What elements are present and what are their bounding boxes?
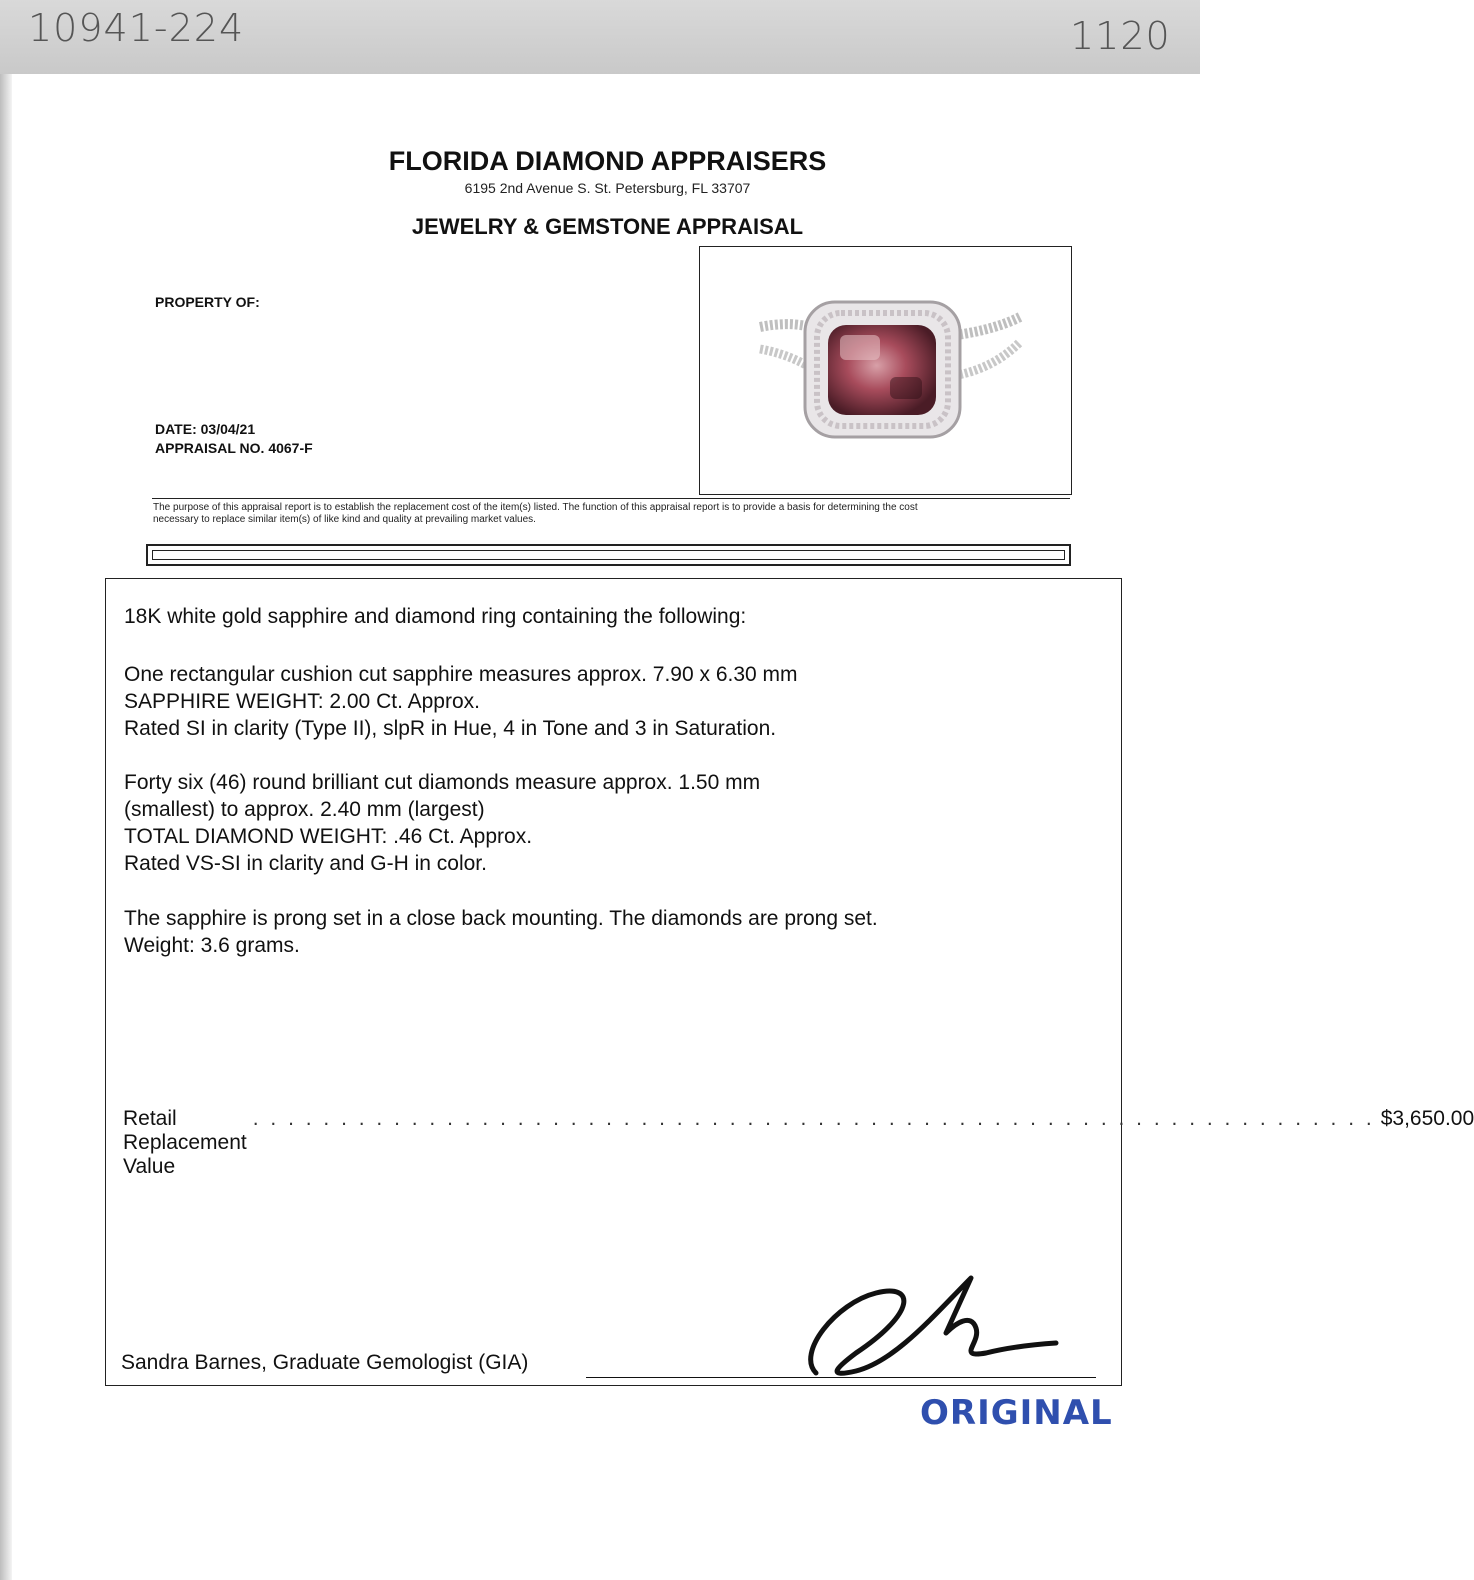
handwritten-note-right: 1120	[1070, 14, 1171, 58]
purpose-line-1: The purpose of this appraisal report is to establish the replacement cost of the item(s) listed. The function of this appraisal report is to provide a basis for determining the cost	[153, 502, 918, 513]
signature-line	[586, 1377, 1096, 1378]
ring-photo-frame	[699, 246, 1072, 495]
description-box	[105, 578, 1474, 1386]
purpose-line-2: necessary to replace similar item(s) of like kind and quality at prevailing market values.	[153, 514, 536, 525]
company-address: 6195 2nd Avenue S. St. Petersburg, FL 33707	[464, 180, 751, 196]
sapphire-line: SAPPHIRE WEIGHT: 2.00 Ct. Approx.	[124, 690, 480, 713]
diamond-line: Rated VS-SI in clarity and G-H in color.	[124, 852, 487, 875]
retail-value-row	[123, 1107, 1474, 1179]
diamond-line: Forty six (46) round brilliant cut diamonds measure approx. 1.50 mm	[124, 771, 761, 794]
original-stamp: ORIGINAL	[920, 1393, 1113, 1433]
retail-value-amount: $3,650.00	[1380, 1107, 1474, 1130]
scan-left-edge	[0, 74, 12, 1580]
sapphire-line: One rectangular cushion cut sapphire measures approx. 7.90 x 6.30 mm	[124, 663, 798, 686]
date-value: 03/04/21	[200, 421, 256, 437]
purpose-statement	[153, 502, 1073, 526]
setting-line: Weight: 3.6 grams.	[124, 934, 300, 957]
double-rule-bar	[146, 544, 1071, 566]
diamond-line: (smallest) to approx. 2.40 mm (largest)	[124, 798, 485, 821]
appraisal-number-line	[155, 440, 313, 456]
appraisal-number-value: 4067-F	[268, 440, 313, 456]
document-title: JEWELRY & GEMSTONE APPRAISAL	[411, 214, 804, 239]
gemologist-name: Sandra Barnes, Graduate Gemologist (GIA)	[121, 1351, 529, 1374]
appraisal-number-label: APPRAISAL NO.	[155, 440, 265, 456]
date-label: DATE:	[155, 421, 197, 437]
ring-photo	[700, 247, 1073, 496]
purpose-rule	[152, 498, 1070, 499]
signature-graphic	[796, 1273, 1096, 1393]
diamond-line: TOTAL DIAMOND WEIGHT: .46 Ct. Approx.	[124, 825, 533, 848]
retail-value-label: Retail Replacement Value	[123, 1107, 247, 1178]
sapphire-line: Rated SI in clarity (Type II), slpR in Hue, 4 in Tone and 3 in Saturation.	[124, 717, 777, 740]
leader-dots: . . . . . . . . . . . . . . . . . . . . . . . . . . . . . . . . . . . . . . . . . . . . . . . . . . . . . . . . . . . . . . . .	[252, 1107, 1375, 1130]
setting-line: The sapphire is prong set in a close back mounting. The diamonds are prong set.	[124, 907, 878, 930]
company-name: FLORIDA DIAMOND APPRAISERS	[388, 146, 827, 176]
property-of-label: PROPERTY OF:	[155, 294, 260, 310]
item-intro: 18K white gold sapphire and diamond ring containing the following:	[124, 605, 747, 628]
date-line	[155, 421, 255, 437]
handwritten-note-left: 10941-224	[28, 6, 245, 50]
